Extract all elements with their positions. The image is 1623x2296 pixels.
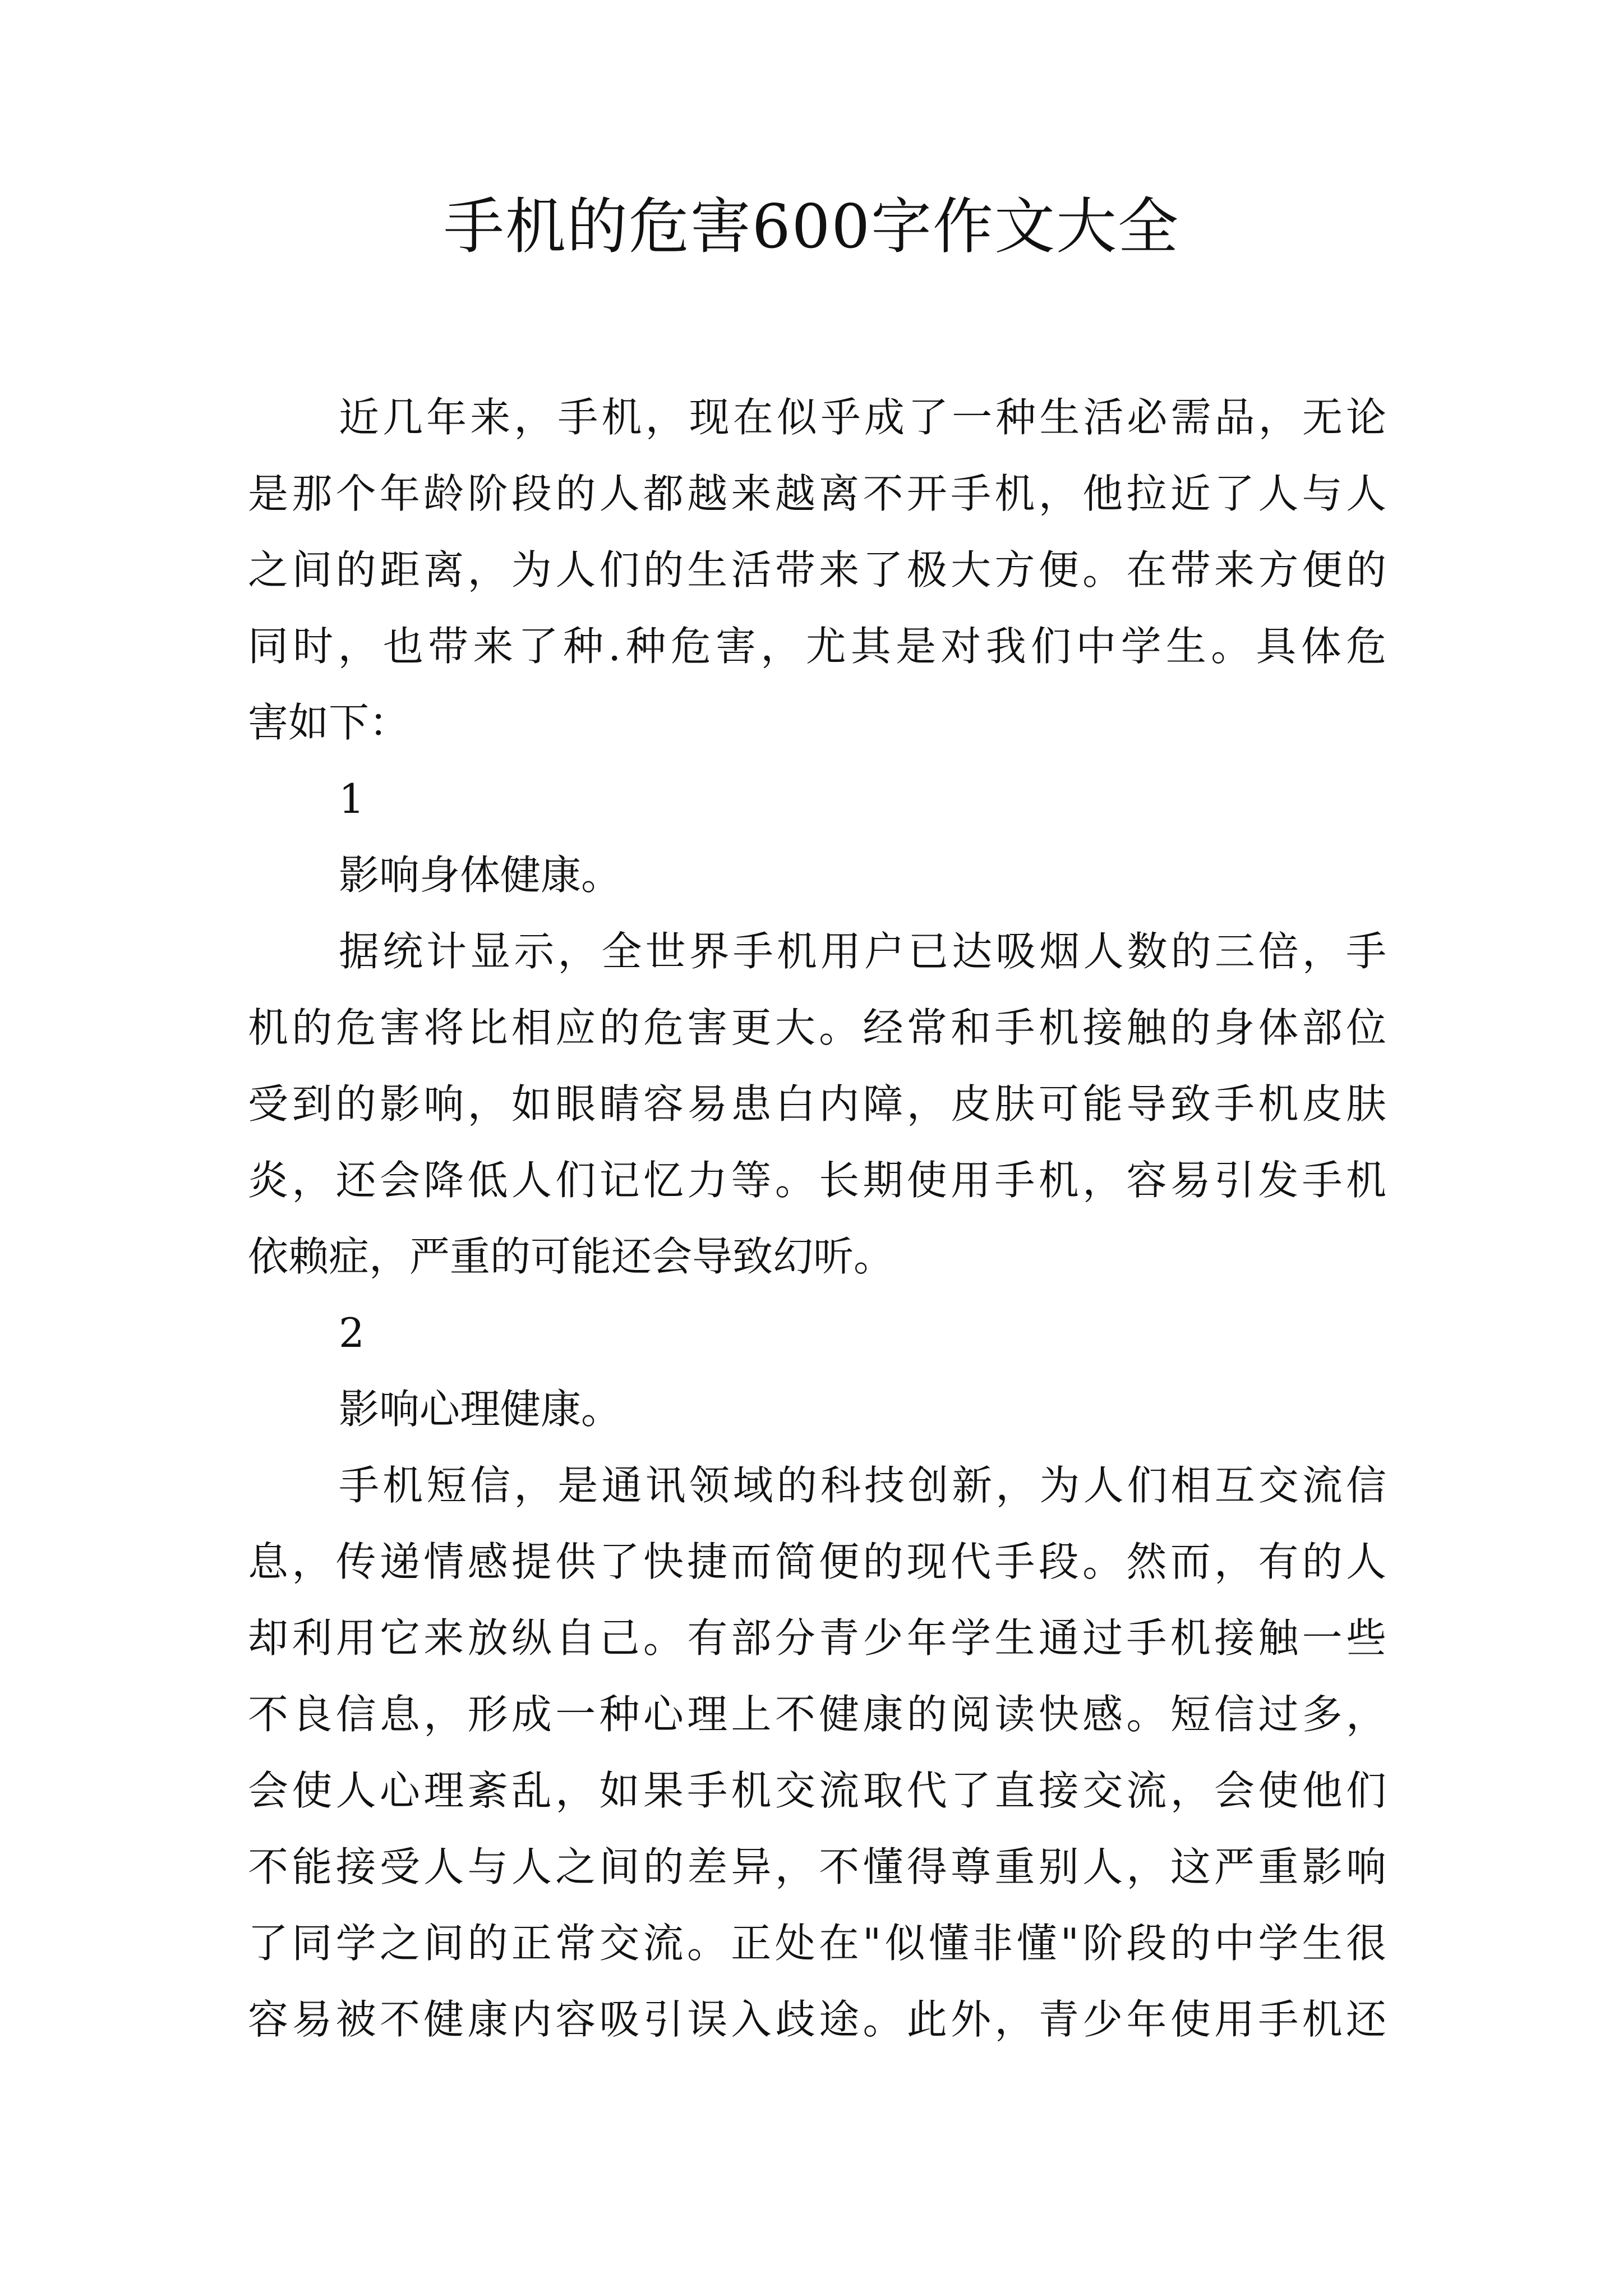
body-text-line: 容易被不健康内容吸引误入歧途。此外，青少年使用手机还 bbox=[248, 1996, 1386, 2043]
body-text-line: 却利用它来放纵自己。有部分青少年学生通过手机接触一些 bbox=[248, 1614, 1386, 1662]
body-text-line: 手机短信，是通讯领域的科技创新，为人们相互交流信 bbox=[339, 1462, 1386, 1509]
body-text-line: 同时，也带来了种.种危害，尤其是对我们中学生。具体危 bbox=[248, 623, 1386, 670]
body-text-line: 影响身体健康。 bbox=[339, 852, 622, 899]
body-text-line: 受到的影响，如眼睛容易患白内障，皮肤可能导致手机皮肤 bbox=[248, 1080, 1386, 1128]
body-text-line: 据统计显示，全世界手机用户已达吸烟人数的三倍，手 bbox=[339, 928, 1386, 975]
body-text-line: 影响心理健康。 bbox=[339, 1386, 622, 1433]
body-text-line: 2 bbox=[339, 1309, 365, 1356]
body-text-line: 会使人心理紊乱，如果手机交流取代了直接交流，会使他们 bbox=[248, 1767, 1386, 1814]
body-text-line: 近几年来，手机，现在似乎成了一种生活必需品，无论 bbox=[339, 394, 1386, 441]
body-text-line: 了同学之间的正常交流。正处在"似懂非懂"阶段的中学生很 bbox=[248, 1920, 1386, 1967]
body-text-line: 息，传递情感提供了快捷而简便的现代手段。然而，有的人 bbox=[248, 1538, 1386, 1585]
body-text-line: 是那个年龄阶段的人都越来越离不开手机，他拉近了人与人 bbox=[248, 470, 1386, 517]
body-text-line: 之间的距离，为人们的生活带来了极大方便。在带来方便的 bbox=[248, 546, 1386, 593]
body-text-line: 依赖症，严重的可能还会导致幻听。 bbox=[248, 1233, 895, 1280]
body-text-line: 1 bbox=[339, 775, 365, 822]
body-text-line: 不能接受人与人之间的差异，不懂得尊重别人，这严重影响 bbox=[248, 1843, 1386, 1890]
body-text-line: 炎，还会降低人们记忆力等。长期使用手机，容易引发手机 bbox=[248, 1157, 1386, 1204]
body-text-line: 机的危害将比相应的危害更大。经常和手机接触的身体部位 bbox=[248, 1004, 1386, 1051]
document-body bbox=[248, 379, 1386, 2058]
body-text-line: 不良信息，形成一种心理上不健康的阅读快感。短信过多， bbox=[248, 1691, 1386, 1738]
document-title: 手机的危害600字作文大全 bbox=[443, 192, 1180, 262]
body-text-line: 害如下： bbox=[248, 699, 410, 746]
